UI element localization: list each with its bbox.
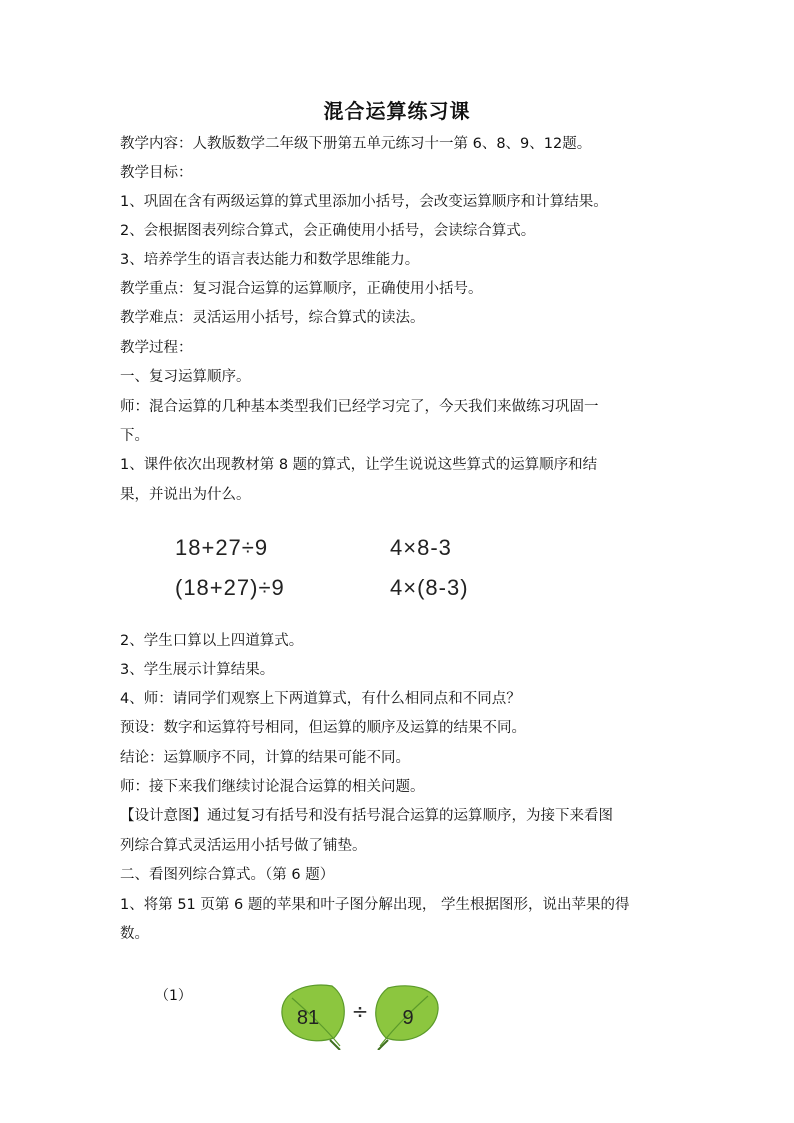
right-leaf-number: 9 bbox=[402, 1007, 414, 1029]
text-line: 列综合算式灵活运用小括号做了铺垫。 bbox=[120, 838, 367, 854]
text-line: 2、会根据图表列综合算式，会正确使用小括号，会读综合算式。 bbox=[120, 223, 536, 239]
text-line: 教学过程： bbox=[120, 340, 193, 356]
text-line: 教学难点：灵活运用小括号，综合算式的读法。 bbox=[120, 310, 425, 326]
division-operator: ÷ bbox=[351, 999, 369, 1023]
text-line: 预设：数字和运算符号相同，但运算的顺序及运算的结果不同。 bbox=[120, 720, 526, 736]
text-line: 3、培养学生的语言表达能力和数学思维能力。 bbox=[120, 252, 420, 268]
text-line: 师：接下来我们继续讨论混合运算的相关问题。 bbox=[120, 779, 425, 795]
text-line: 下。 bbox=[120, 428, 149, 444]
left-leaf-number: 81 bbox=[296, 1007, 320, 1029]
text-line: 教学目标： bbox=[120, 165, 193, 181]
text-line: 3、学生展示计算结果。 bbox=[120, 662, 275, 678]
text-line: 2、学生口算以上四道算式。 bbox=[120, 633, 304, 649]
text-line: 师：混合运算的几种基本类型我们已经学习完了，今天我们来做练习巩固一 bbox=[120, 399, 599, 415]
text-line: 1、课件依次出现教材第 8 题的算式，让学生说说这些算式的运算顺序和结 bbox=[120, 457, 598, 473]
formula: (18+27)÷9 bbox=[175, 575, 285, 600]
formula: 18+27÷9 bbox=[175, 535, 269, 560]
text-line: 数。 bbox=[120, 926, 149, 942]
figure-label: （1） bbox=[155, 988, 192, 1004]
leaf-figure bbox=[270, 980, 450, 1050]
page-title: 混合运算练习课 bbox=[323, 99, 471, 123]
text-line: 二、看图列综合算式。（第 6 题） bbox=[120, 867, 335, 883]
text-line: 教学内容：人教版数学二年级下册第五单元练习十一第 6、8、9、12题。 bbox=[120, 136, 592, 152]
formula: 4×8-3 bbox=[390, 535, 452, 560]
formula: 4×(8-3) bbox=[390, 575, 469, 600]
text-line: 结论：运算顺序不同，计算的结果可能不同。 bbox=[120, 750, 410, 766]
text-line: 果，并说出为什么。 bbox=[120, 487, 251, 503]
text-line: 1、将第 51 页第 6 题的苹果和叶子图分解出现， 学生根据图形，说出苹果的得 bbox=[120, 897, 630, 913]
text-line: 1、巩固在含有两级运算的算式里添加小括号，会改变运算顺序和计算结果。 bbox=[120, 194, 608, 210]
text-line: 一、复习运算顺序。 bbox=[120, 369, 251, 385]
text-line: 教学重点：复习混合运算的运算顺序，正确使用小括号。 bbox=[120, 281, 483, 297]
text-line: 【设计意图】通过复习有括号和没有括号混合运算的运算顺序，为接下来看图 bbox=[120, 808, 613, 824]
text-line: 4、师：请同学们观察上下两道算式，有什么相同点和不同点？ bbox=[120, 691, 521, 707]
